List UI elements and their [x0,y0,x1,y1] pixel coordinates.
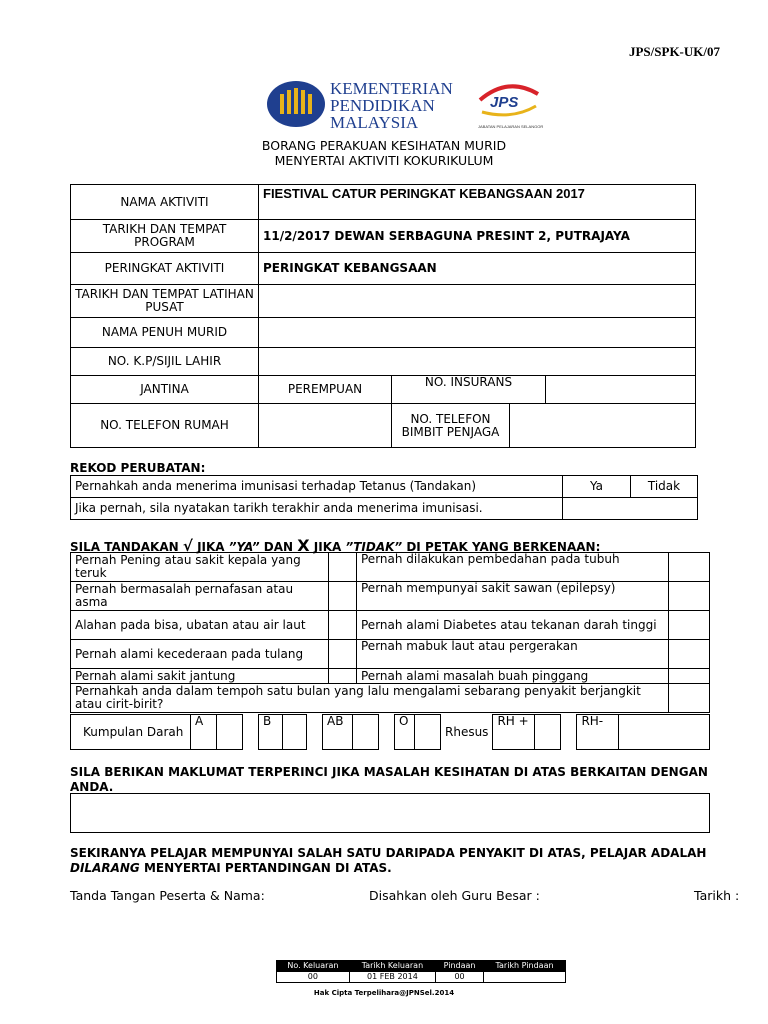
nama-aktiviti-label: NAMA AKTIVITI [71,185,259,220]
activity-info-table [70,184,696,448]
health-r6-box[interactable] [669,684,710,713]
form-title-line2: MENYERTAI AKTIVITI KOKURIKULUM [274,153,494,168]
rekod-table [70,475,698,520]
jps-logo-label: JPS [490,94,519,111]
health-r3-left: Alahan pada bisa, ubatan atau air laut [71,611,329,640]
jantina-value[interactable]: PEREMPUAN [259,376,392,404]
tandakan-p4: JIKA [313,540,342,554]
rekod-heading: REKOD PERUBATAN: [70,461,206,475]
health-r3-right-box[interactable] [669,611,710,640]
tandakan-ya: ”YA” [228,540,260,554]
rh-positive: RH + [493,715,535,750]
darah-label: Kumpulan Darah [71,715,191,750]
health-r2-right-box[interactable] [669,582,710,611]
cross-icon: X [297,536,310,555]
imunisasi-ya[interactable]: Ya [563,476,631,498]
tandakan-p3: DAN [263,540,294,554]
revision-table [276,960,566,983]
health-r2-right: Pernah mempunyai sakit sawan (epilepsy) [357,582,669,611]
imunisasi-date-question: Jika pernah, sila nyatakan tarikh terakhir anda menerima imunisasi. [71,498,563,520]
rev-header-no: No. Keluaran [277,961,350,972]
tandakan-p5: DI PETAK YANG BERKENAAN: [406,540,601,554]
rev-tarikh: 01 FEB 2014 [349,972,435,983]
nama-aktiviti-value[interactable]: FIESTIVAL CATUR PERINGKAT KEBANGSAAN 2017 [259,185,696,220]
darah-b-box[interactable] [283,715,307,750]
latihan-value[interactable] [259,285,696,318]
rev-pindaan: 00 [436,972,484,983]
health-r5-left: Pernah alami sakit jantung [71,669,329,684]
health-r4-right: Pernah mabuk laut atau pergerakan [357,640,669,669]
darah-o-box[interactable] [415,715,441,750]
kpm-logo-text [330,80,453,131]
tandakan-tidak: ”TIDAK” [345,540,403,554]
warning-dilarang: DILARANG [70,861,140,875]
blood-group-table [70,714,710,750]
darah-o: O [395,715,415,750]
jps-logo-icon [472,80,544,130]
form-title-line1: BORANG PERAKUAN KESIHATAN MURID [261,138,507,153]
health-r5-right-box[interactable] [669,669,710,684]
warning-p1: SEKIRANYA PELAJAR MEMPUNYAI SALAH SATU DARIPADA PENYAKIT DI ATAS, PELAJAR ADALAH [70,846,707,860]
signature-guru: Disahkan oleh Guru Besar : [369,888,540,903]
health-r1-left-box[interactable] [329,553,357,582]
health-r3-left-box[interactable] [329,611,357,640]
rev-header-tarikh-pindaan: Tarikh Pindaan [484,961,566,972]
darah-b: B [259,715,283,750]
peringkat-label: PERINGKAT AKTIVITI [71,253,259,285]
health-r5-left-box[interactable] [329,669,357,684]
health-r5-right: Pernah alami masalah buah pinggang [357,669,669,684]
warning-text [70,846,760,876]
darah-a: A [191,715,217,750]
health-r4-left-box[interactable] [329,640,357,669]
tandakan-p1: SILA TANDAKAN [70,540,179,554]
health-r1-right-box[interactable] [669,553,710,582]
darah-a-box[interactable] [217,715,243,750]
kp-label: NO. K.P/SIJIL LAHIR [71,348,259,376]
health-r1-right: Pernah dilakukan pembedahan pada tubuh [357,553,669,582]
signature-tarikh: Tarikh : [694,888,740,903]
rev-header-pindaan: Pindaan [436,961,484,972]
darah-ab-box[interactable] [353,715,379,750]
rev-header-tarikh: Tarikh Keluaran [349,961,435,972]
tarikh-program-label: TARIKH DAN TEMPAT PROGRAM [71,220,259,253]
health-r2-left: Pernah bermasalah pernafasan atau asma [71,582,329,611]
health-r2-left-box[interactable] [329,582,357,611]
copyright: Hak Cipta Terpelihara@JPNSel.2014 [313,989,455,997]
kpm-line2: PENDIDIKAN [330,96,435,115]
maklumat-input[interactable] [70,793,710,833]
telefon-rumah-label: NO. TELEFON RUMAH [71,404,259,448]
rh-positive-box[interactable] [535,715,561,750]
jantina-label: JANTINA [71,376,259,404]
rh-negative: RH- [577,715,619,750]
rev-tarikh-pindaan [484,972,566,983]
health-checklist-table [70,552,710,713]
latihan-label: TARIKH DAN TEMPAT LATIHAN PUSAT [71,285,259,318]
maklumat-heading: SILA BERIKAN MAKLUMAT TERPERINCI JIKA MASALAH KESIHATAN DI ATAS BERKAITAN DENGAN ANDA. [70,765,708,794]
signature-peserta: Tanda Tangan Peserta & Nama: [70,888,265,903]
health-r6: Pernahkah anda dalam tempoh satu bulan yang lalu mengalami sebarang penyakit berjangkit atau cirit-birit? [71,684,669,713]
telefon-rumah-value[interactable] [259,404,392,448]
tick-icon: √ [182,537,193,555]
health-r4-right-box[interactable] [669,640,710,669]
nama-murid-value[interactable] [259,318,696,348]
kpm-line1: KEMENTERIAN [330,79,453,98]
rh-negative-box[interactable] [619,715,710,750]
kpm-logo-icon [266,80,326,128]
kpm-line3: MALAYSIA [330,113,419,132]
telefon-bimbit-value[interactable] [510,404,696,448]
health-r1-left: Pernah Pening atau sakit kepala yang teruk [71,553,329,582]
imunisasi-tidak[interactable]: Tidak [631,476,698,498]
darah-ab: AB [323,715,353,750]
imunisasi-question: Pernahkah anda menerima imunisasi terhadap Tetanus (Tandakan) [71,476,563,498]
tarikh-program-value[interactable]: 11/2/2017 DEWAN SERBAGUNA PRESINT 2, PUTRAJAYA [259,220,696,253]
imunisasi-date-value[interactable] [563,498,698,520]
jps-logo-caption: JABATAN PELAJARAN SELANGOR [478,124,544,129]
jps-logo [472,80,544,130]
nama-murid-label: NAMA PENUH MURID [71,318,259,348]
rev-no: 00 [277,972,350,983]
health-r3-right: Pernah alami Diabetes atau tekanan darah tinggi [357,611,669,640]
document-code: JPS/SPK-UK/07 [628,44,720,59]
insurans-label: NO. INSURANS [392,376,546,404]
kp-value[interactable] [259,348,696,376]
warning-p2: MENYERTAI PERTANDINGAN DI ATAS. [143,861,392,875]
health-r4-left: Pernah alami kecederaan pada tulang [71,640,329,669]
tandakan-p2: JIKA [197,540,225,554]
insurans-value[interactable] [546,376,696,404]
rhesus-label: Rhesus [441,715,493,750]
peringkat-value[interactable]: PERINGKAT KEBANGSAAN [259,253,696,285]
telefon-bimbit-label: NO. TELEFON BIMBIT PENJAGA [392,404,510,448]
